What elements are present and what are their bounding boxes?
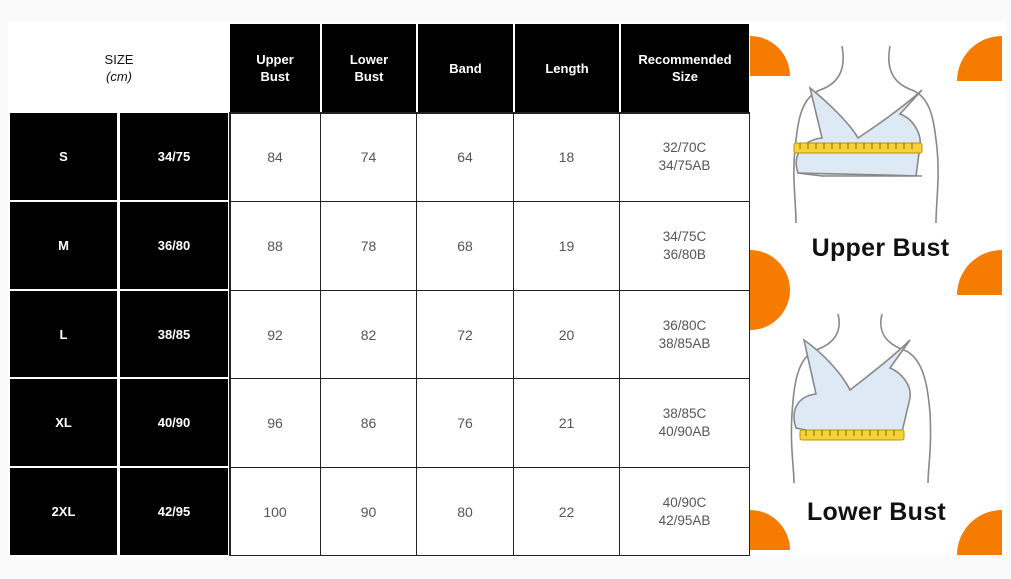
cell-lower-bust: 74	[321, 113, 417, 202]
cell-band: 80	[417, 468, 514, 556]
cell-band: 64	[417, 113, 514, 202]
decor-corner-shape	[957, 36, 1002, 81]
decor-corner-shape	[750, 36, 790, 76]
row-size-label: S	[10, 113, 117, 200]
column-header-recommended-size: Recommended Size	[621, 24, 749, 112]
row-size-label: M	[10, 202, 117, 289]
row-size-code: 42/95	[120, 468, 228, 555]
cell-length: 19	[514, 202, 620, 291]
column-header-length: Length	[515, 24, 619, 112]
cell-upper-bust: 84	[230, 113, 321, 202]
row-size-code: 38/85	[120, 291, 228, 377]
size-header-unit: (cm)	[106, 69, 132, 84]
lower-bust-caption: Lower Bust	[806, 498, 947, 526]
cell-recommended-size: 40/90C 42/95AB	[620, 468, 750, 556]
cell-recommended-size: 36/80C 38/85AB	[620, 291, 750, 379]
size-header-label: SIZE	[104, 52, 134, 67]
cell-recommended-size: 38/85C 40/90AB	[620, 379, 750, 468]
cell-lower-bust: 82	[321, 291, 417, 379]
measuring-tape	[800, 430, 904, 440]
measuring-tape	[794, 143, 922, 153]
cell-lower-bust: 78	[321, 202, 417, 291]
cell-lower-bust: 90	[321, 468, 417, 556]
size-header	[10, 24, 228, 112]
cell-length: 21	[514, 379, 620, 468]
cell-lower-bust: 86	[321, 379, 417, 468]
upper-bust-caption: Upper Bust	[811, 234, 950, 262]
cell-upper-bust: 92	[230, 291, 321, 379]
cell-band: 72	[417, 291, 514, 379]
row-size-label: L	[10, 291, 117, 377]
column-header-upper-bust: Upper Bust	[230, 24, 320, 112]
cell-recommended-size: 34/75C 36/80B	[620, 202, 750, 291]
cell-upper-bust: 88	[230, 202, 321, 291]
cell-band: 76	[417, 379, 514, 468]
column-header-band: Band	[418, 24, 513, 112]
measurement-illustration	[750, 28, 1011, 558]
row-size-code: 40/90	[120, 379, 228, 466]
cell-recommended-size: 32/70C 34/75AB	[620, 113, 750, 202]
row-size-label: XL	[10, 379, 117, 466]
cell-upper-bust: 96	[230, 379, 321, 468]
row-size-label: 2XL	[10, 468, 117, 555]
cell-length: 22	[514, 468, 620, 556]
bust-measurement-drawing	[750, 28, 1011, 558]
cell-band: 68	[417, 202, 514, 291]
upper-bust-figure	[794, 46, 938, 223]
row-size-code: 34/75	[120, 113, 228, 200]
cell-length: 20	[514, 291, 620, 379]
row-size-code: 36/80	[120, 202, 228, 289]
cell-length: 18	[514, 113, 620, 202]
column-header-lower-bust: Lower Bust	[322, 24, 416, 112]
lower-bust-figure	[791, 314, 930, 483]
cell-upper-bust: 100	[230, 468, 321, 556]
